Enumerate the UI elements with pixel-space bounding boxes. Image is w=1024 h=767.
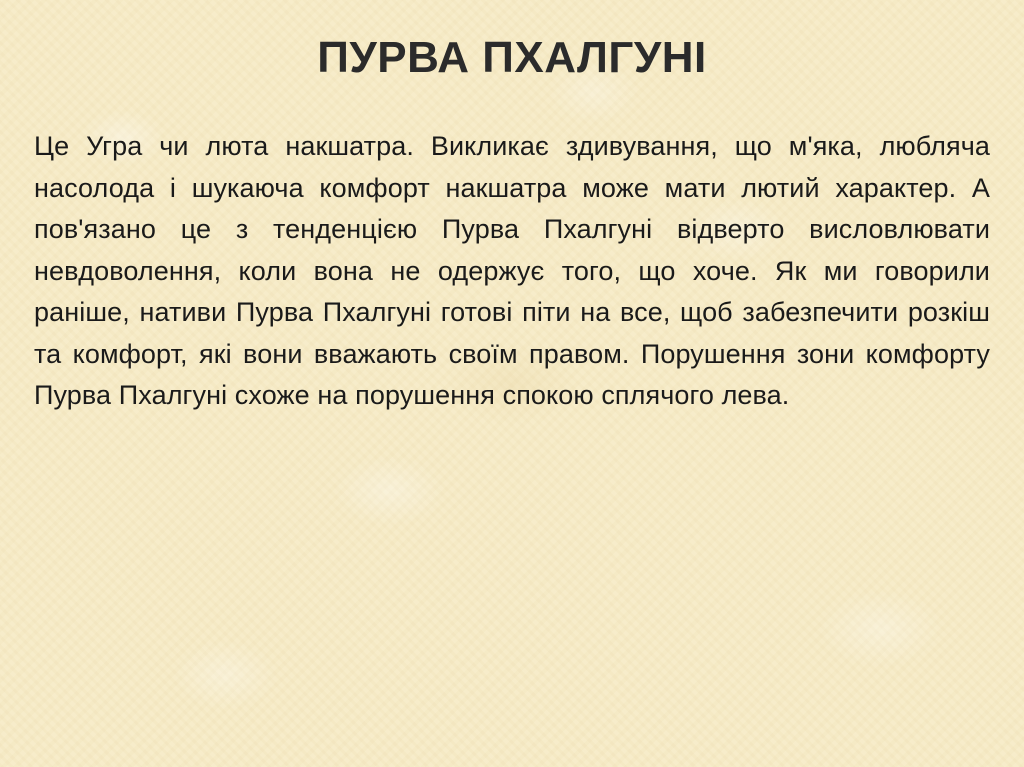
slide-title: ПУРВА ПХАЛГУНІ — [317, 33, 707, 82]
slide-body-text: Це Угра чи люта накшатра. Викликає здивування, що м'яка, любляча насолода і шукаюча комфорт накшатра може мати лютий характер. А пов'язано це з тенденцією Пурва Пхалгуні відверто висловлювати невдоволення, коли вона не одержує того, що хоче. Як ми говорили раніше, нативи Пурва Пхалгуні готові піти на все, щоб забезпечити розкіш та комфорт, які вони вважають своїм правом. Порушення зони комфорту Пурва Пхалгуні схоже на порушення спокою сплячого лева. — [34, 131, 990, 410]
